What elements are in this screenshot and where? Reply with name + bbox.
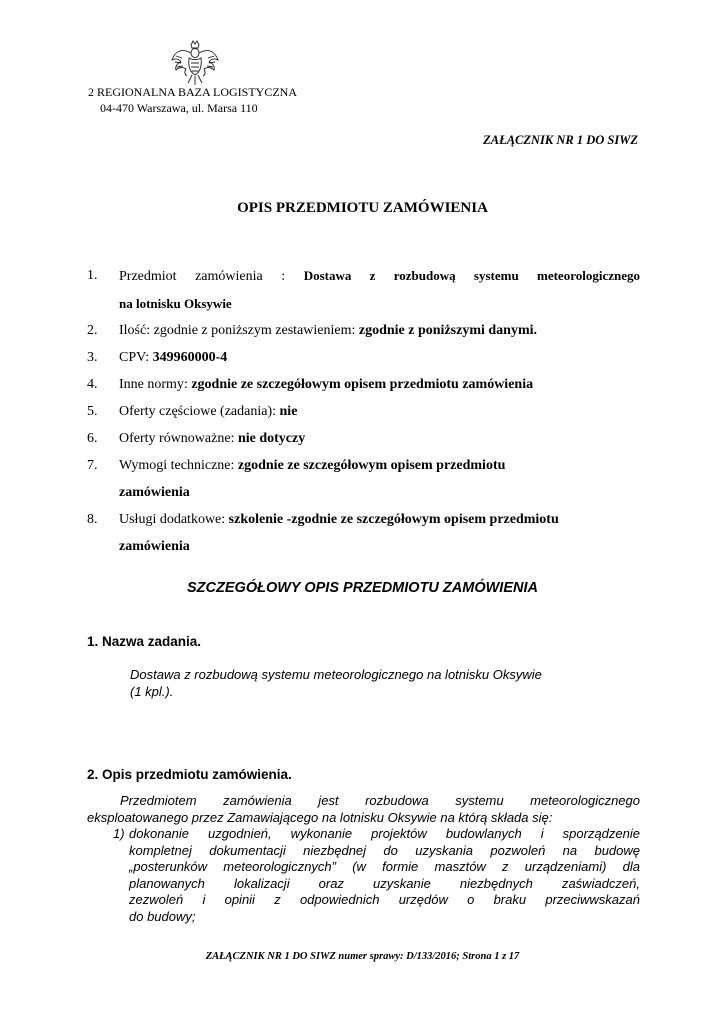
section-2-item-line: zezwoleń i opinii z odpowiednich urzędów o braku przeciwwskazań — [129, 892, 640, 907]
list-item-number: 2. — [87, 323, 98, 338]
list-item-value: Dostawa z rozbudową systemu meteorologicznego — [303, 268, 640, 283]
list-item-value: zgodnie ze szczegółowym opisem przedmiotu — [237, 458, 506, 473]
page-footer: ZAŁĄCZNIK NR 1 DO SIWZ numer sprawy: D/133/2016; Strona 1 z 17 — [205, 951, 520, 962]
list-item — [87, 425, 640, 452]
section-2-body — [87, 793, 640, 925]
list-item-label: Ilość: zgodnie z poniższym zestawieniem: — [119, 323, 359, 338]
list-item — [87, 398, 640, 425]
section-2-intro-line: eksploatowanego przez Zamawiającego na lotnisku Oksywie na którą składa się: — [87, 809, 553, 825]
section-1-description-line: (1 kpl.). — [130, 684, 174, 699]
organization-name: 2 REGIONALNA BAZA LOGISTYCZNA — [88, 85, 297, 99]
list-item — [87, 317, 640, 344]
list-item-continuation: na lotnisku Oksywie — [119, 296, 232, 311]
list-item-number: 7. — [87, 458, 98, 473]
detail-heading: SZCZEGÓŁOWY OPIS PRZEDMIOTU ZAMÓWIENIA — [187, 580, 538, 596]
list-item-value: szkolenie -zgodnie ze szczegółowym opisem przedmiotu — [228, 512, 559, 527]
section-2-item-line: dokonanie uzgodnień, wykonanie projektów budowlanych i sporządzenie — [129, 826, 640, 841]
list-item-number: 4. — [87, 377, 98, 392]
list-item — [87, 262, 640, 290]
list-item-value: zgodnie ze szczegółowym opisem przedmiotu zamówienia — [191, 377, 534, 392]
list-item-value: nie — [279, 404, 298, 419]
list-item-label: Oferty częściowe (zadania): — [119, 404, 280, 419]
section-2-item-line: do budowy; — [129, 908, 196, 924]
list-item-number: 3. — [87, 350, 98, 365]
list-item-value: 349960000-4 — [152, 350, 228, 365]
section-1-description — [130, 666, 610, 700]
list-item-value: nie dotyczy — [237, 431, 306, 446]
list-item-number: 5. — [87, 404, 98, 419]
list-item-label: CPV: — [119, 350, 153, 365]
list-item-label: Przedmiot zamówienia : — [119, 269, 304, 284]
section-1-heading: 1. Nazwa zadania. — [87, 634, 202, 649]
list-item — [87, 506, 640, 533]
list-item-continuation — [87, 479, 640, 506]
requirements-list — [87, 262, 640, 560]
section-2-heading: 2. Opis przedmiotu zamówienia. — [87, 767, 292, 782]
list-item-number: 1. — [87, 268, 98, 283]
list-item — [87, 371, 640, 398]
list-item-value: zamówienia — [119, 539, 190, 554]
eagle-emblem-icon — [170, 40, 220, 86]
organization-address: 04-470 Warszawa, ul. Marsa 110 — [100, 101, 258, 115]
section-2-item-number: 1) — [113, 826, 125, 841]
page-title: OPIS PRZEDMIOTU ZAMÓWIENIA — [237, 200, 488, 216]
section-2-item-line: „posterunków meteorologicznych” (w formie masztów z urządzeniami) dla — [129, 859, 640, 874]
list-item-label: Usługi dodatkowe: — [119, 512, 229, 527]
section-2-item — [87, 826, 640, 925]
list-item-number: 8. — [87, 512, 98, 527]
attachment-label: ZAŁĄCZNIK NR 1 DO SIWZ — [483, 133, 638, 147]
list-item-value: zgodnie z poniższymi danymi. — [358, 323, 537, 338]
list-item-value: zamówienia — [119, 485, 190, 500]
list-item-continuation — [87, 533, 640, 560]
list-item-label: Wymogi techniczne: — [119, 458, 238, 473]
list-item-label: Inne normy: — [119, 377, 192, 392]
list-item — [87, 452, 640, 479]
section-2-intro-line: Przedmiotem zamówienia jest rozbudowa systemu meteorologicznego — [120, 793, 640, 808]
list-item-number: 6. — [87, 431, 98, 446]
list-item-label: Oferty równoważne: — [119, 431, 238, 446]
section-1-description-line: Dostawa z rozbudową systemu meteorologicznego na lotnisku Oksywie — [130, 667, 542, 682]
section-2-item-line: planowanych lokalizacji oraz uzyskanie niezbędnych zaświadczeń, — [129, 875, 640, 891]
list-item — [87, 344, 640, 371]
section-2-item-line: kompletnej dokumentacji niezbędnej do uzyskania pozwoleń na budowę — [129, 842, 640, 858]
